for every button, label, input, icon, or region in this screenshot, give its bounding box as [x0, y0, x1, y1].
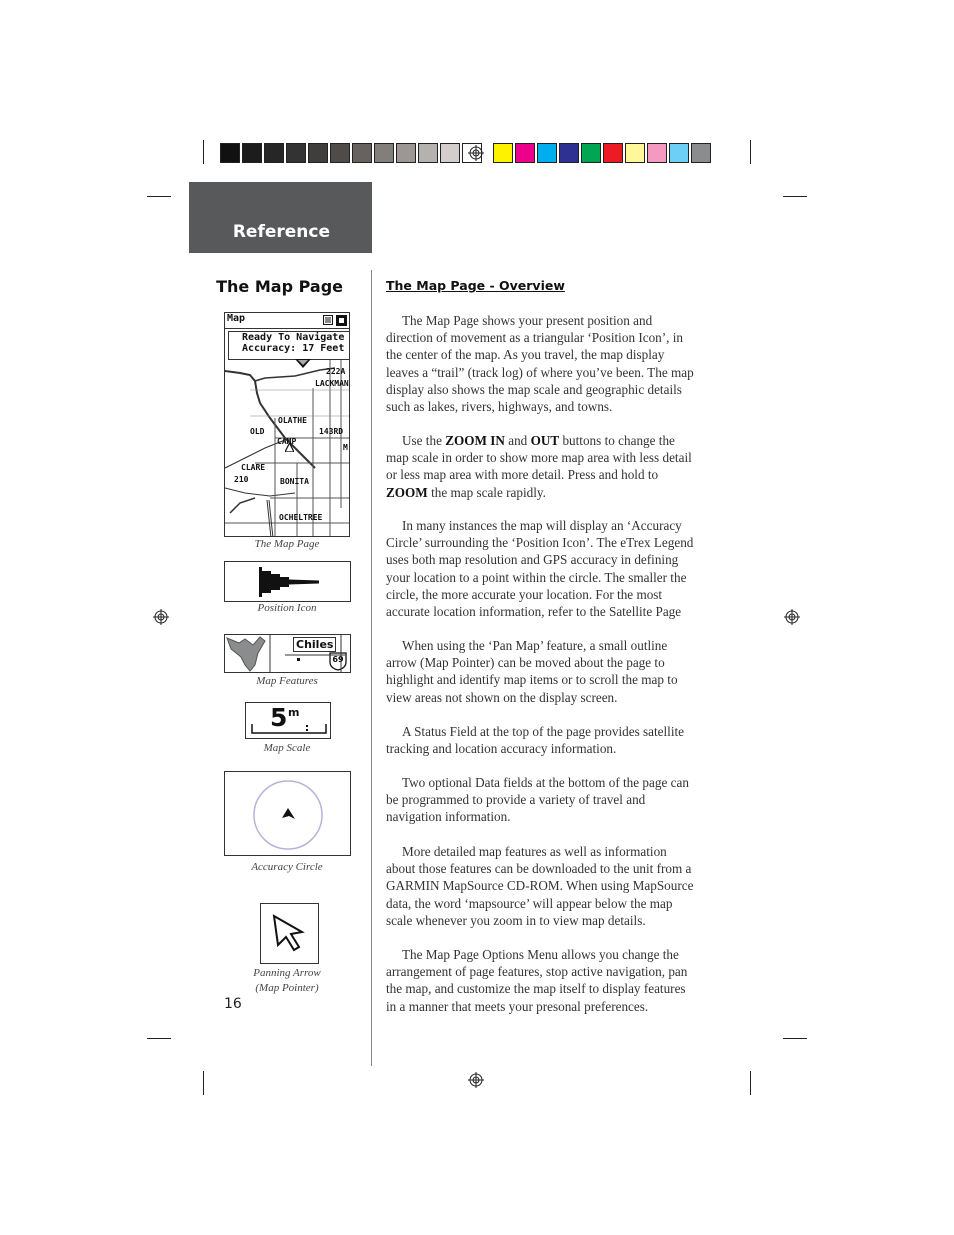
registration-mark-icon — [153, 609, 169, 625]
zoom-in-term: ZOOM IN — [445, 433, 505, 448]
crop-mark — [750, 140, 751, 164]
color-swatch — [418, 143, 438, 163]
map-label: 222A — [326, 367, 346, 376]
panning-arrow-caption-line2: (Map Pointer) — [255, 982, 319, 994]
lake-icon — [225, 635, 285, 673]
paragraph-options: The Map Page Options Menu allows you change the arrangement of page features, stop active navigation, pan the map, and customize the map itself to display features in a manner that meets your presonal preferences. — [386, 947, 688, 1014]
map-label: OLATHE — [278, 416, 307, 425]
map-page-screen — [224, 312, 350, 537]
zoom-text-a: Use the — [402, 433, 446, 448]
campground-icon — [285, 443, 294, 452]
road-lines — [285, 635, 351, 673]
map-features-caption: Map Features — [256, 675, 318, 687]
map-label: 210 — [234, 475, 249, 484]
accuracy-circle-caption: Accuracy Circle — [251, 861, 323, 873]
color-swatch — [264, 143, 284, 163]
map-page-caption: The Map Page — [254, 538, 320, 550]
map-scale-figure — [245, 702, 331, 739]
color-swatch — [493, 143, 513, 163]
section-tab — [189, 182, 372, 253]
highway-number: 69 — [332, 655, 344, 664]
crop-mark — [147, 196, 171, 197]
paragraph-zoom — [386, 432, 698, 501]
panning-arrow-figure — [260, 903, 319, 964]
page-icon — [336, 315, 347, 326]
crop-mark — [203, 1071, 204, 1095]
color-swatch — [308, 143, 328, 163]
crop-mark — [750, 1071, 751, 1095]
position-marker-icon — [295, 359, 311, 369]
map-label: OCHELTREE — [279, 513, 323, 522]
column-divider — [371, 270, 372, 1066]
zoom-text-d: the map scale rapidly. — [427, 484, 546, 500]
map-label: CLARE — [241, 463, 266, 472]
zoom-term: ZOOM — [386, 484, 428, 500]
out-term: OUT — [530, 433, 560, 448]
section-tab-label: Reference — [232, 222, 330, 242]
color-swatch — [242, 143, 262, 163]
registration-mark-icon — [468, 1072, 484, 1088]
color-swatch — [352, 143, 372, 163]
zoom-text-c: buttons to change the map scale in order to show more map area with less detail or less map area with more detail. Press and hold to — [386, 433, 692, 483]
map-scale-caption: Map Scale — [263, 742, 311, 754]
map-label: BONITA — [280, 477, 309, 486]
color-swatch — [647, 143, 667, 163]
menu-icon — [323, 315, 333, 325]
position-icon-figure — [224, 561, 351, 602]
paragraph-status: A Status Field at the top of the page provides satellite tracking and location accuracy information. — [386, 724, 685, 757]
map-scale-value: 5 — [270, 703, 288, 732]
accuracy-circle-icon — [252, 779, 324, 851]
color-swatch — [581, 143, 601, 163]
paragraph-intro: The Map Page shows your present position and direction of movement as a triangular ‘Position Icon’, in the center of the map. As you travel, the map display leaves a “trail” (track log) of where you’ve been. The map display also shows the map scale and geographic details such as lakes, rivers, highways, and towns. — [386, 313, 694, 415]
overview-title: The Map Page - Overview — [386, 278, 565, 293]
map-header — [225, 313, 349, 329]
status-line-ready: Ready To Navigate — [242, 332, 345, 343]
panning-arrow-caption-line1: Panning Arrow — [253, 967, 321, 979]
map-label: 143RD — [319, 427, 344, 436]
map-pointer-icon — [272, 914, 308, 954]
map-label: LACKMAN — [315, 379, 349, 388]
map-label: CAMP — [277, 437, 297, 446]
paragraph-accuracy: In many instances the map will display an ‘Accuracy Circle’ surrounding the ‘Position Icon’. The eTrex Legend uses both map resolution and GPS accuracy in defining your location to a point within the circle. The smaller the circle, the more accurate your location. For the most accurate location information, refer to the Satellite Page — [386, 518, 694, 620]
sidebar-title: The Map Page — [216, 277, 343, 296]
color-swatch — [537, 143, 557, 163]
color-swatch — [515, 143, 535, 163]
map-label: OLD — [250, 427, 265, 436]
page-number: 16 — [224, 996, 242, 1012]
paragraph-mapsource: More detailed map features as well as information about those features can be downloaded to the unit from a GARMIN MapSource CD-ROM. When using MapSource data, the word ‘mapsource’ will appear below the map scale whenever you zoom in to view map details. — [386, 844, 694, 928]
city-label: Chiles — [293, 637, 336, 652]
crop-mark — [783, 1038, 807, 1039]
color-swatch-bar — [493, 143, 713, 163]
color-swatch — [440, 143, 460, 163]
color-swatch — [220, 143, 240, 163]
color-swatch — [286, 143, 306, 163]
scale-bar-icon — [251, 723, 327, 735]
paragraph-pan: When using the ‘Pan Map’ feature, a small outline arrow (Map Pointer) can be moved about the page to highlight and identify map items or to scroll the map to view areas not shown on the display screen. — [386, 638, 678, 705]
paragraph-data-fields: Two optional Data fields at the bottom of the page can be programmed to provide a variety of travel and navigation information. — [386, 775, 689, 825]
status-line-accuracy: Accuracy: 17 Feet — [242, 343, 345, 354]
position-icon-caption: Position Icon — [257, 602, 317, 614]
registration-mark-icon — [784, 609, 800, 625]
color-swatch — [330, 143, 350, 163]
position-icon — [259, 567, 321, 597]
color-swatch — [374, 143, 394, 163]
map-features-figure — [224, 634, 351, 673]
zoom-text-b: and — [504, 433, 531, 448]
gray-swatch-bar — [220, 143, 484, 163]
color-swatch — [669, 143, 689, 163]
color-swatch — [625, 143, 645, 163]
color-swatch — [396, 143, 416, 163]
registration-mark-icon — [468, 145, 484, 161]
color-swatch — [559, 143, 579, 163]
map-scale-unit: m — [288, 706, 300, 719]
accuracy-circle-figure — [224, 771, 351, 856]
crop-mark — [147, 1038, 171, 1039]
color-swatch — [691, 143, 711, 163]
crop-mark — [203, 140, 204, 164]
map-header-title: Map — [227, 313, 246, 324]
crop-mark — [783, 196, 807, 197]
map-label: M — [343, 443, 348, 452]
color-swatch — [603, 143, 623, 163]
status-field — [228, 331, 350, 360]
